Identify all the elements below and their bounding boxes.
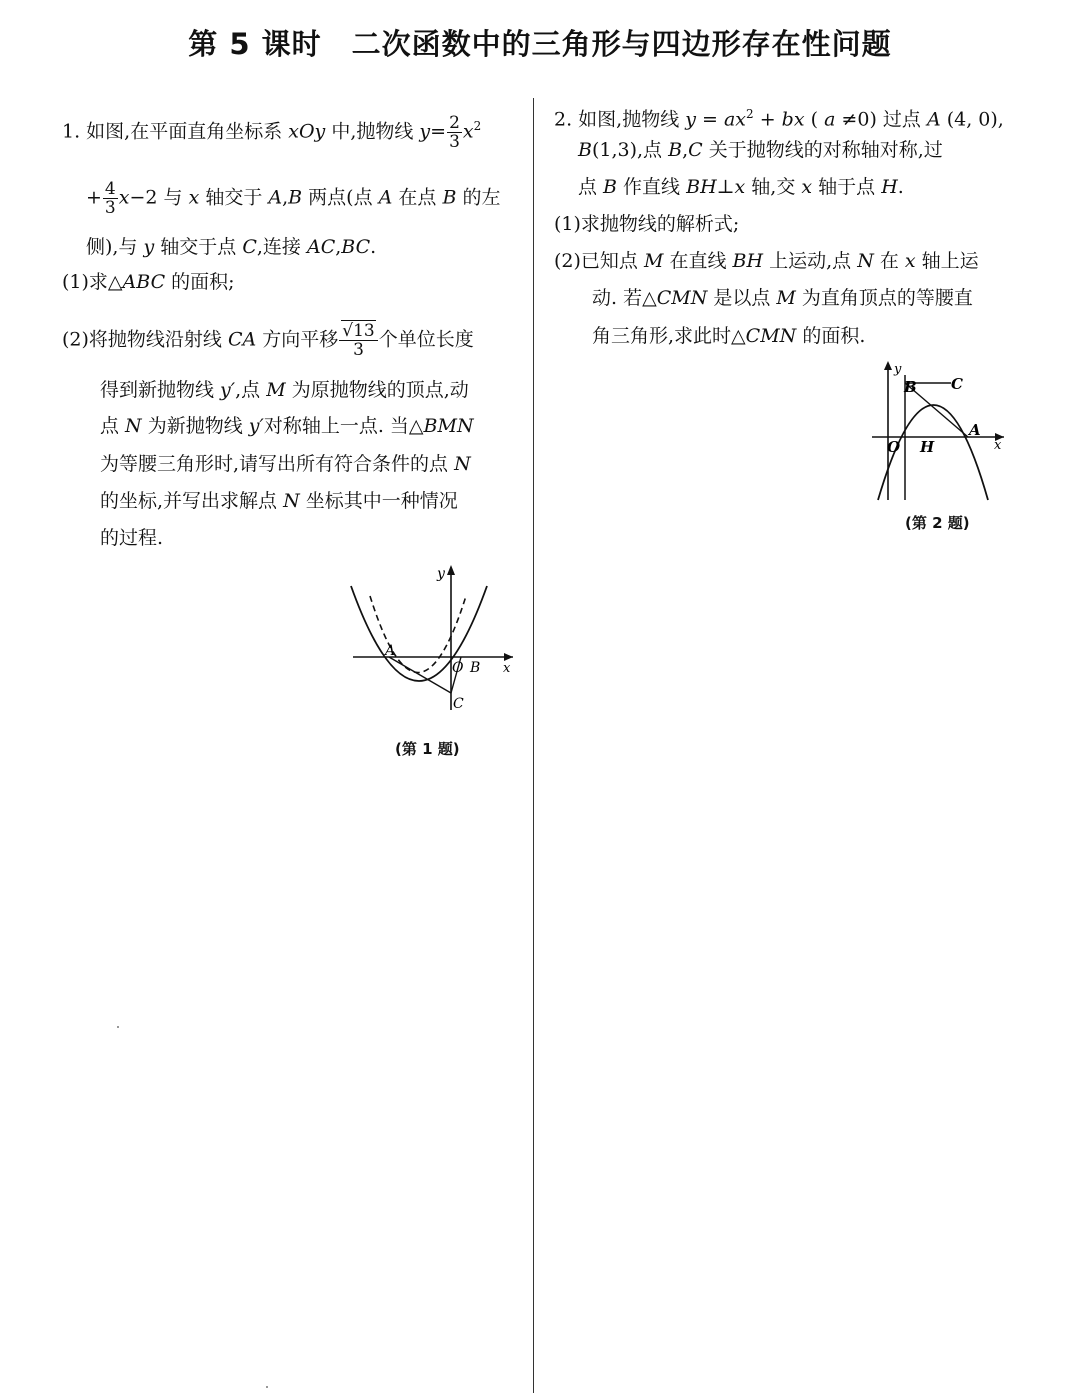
q2-part-1: (1)求抛物线的解析式;: [554, 213, 740, 235]
figure-2-caption: (第 2 题): [905, 514, 970, 532]
q1-part-1: (1)求△ABC 的面积;: [62, 271, 235, 293]
x-axis-label: x: [503, 661, 511, 676]
fraction-two-thirds: $\frac{2}{3}$: [449, 112, 460, 152]
x-axis-arrow: [504, 653, 513, 661]
q1-part-2-line-2: 得到新抛物线 y′,点 M 为原抛物线的顶点,动: [100, 379, 469, 401]
figure-2: [868, 355, 1013, 505]
q1-part-2-line-5: 的坐标,并写出求解点 N 坐标其中一种情况: [100, 490, 458, 512]
scan-speck: [117, 1026, 119, 1028]
point-c-label: C: [453, 696, 464, 712]
q1-line-1: 1. 如图,在平面直角坐标系 xOy 中,抛物线 y= $\frac{2}{3}$ $x^2$: [62, 112, 482, 152]
y-axis-arrow: [447, 565, 455, 575]
figure-1-caption: (第 1 题): [395, 740, 460, 758]
y-axis-label: y: [894, 362, 902, 377]
fraction-four-thirds: $\frac{4}{3}$: [104, 179, 116, 218]
y-axis-arrow: [884, 361, 892, 370]
scan-speck: [266, 1386, 268, 1388]
point-a-label: A: [969, 421, 981, 439]
lesson-number: 第 5 课时: [188, 27, 322, 61]
q2-part-2-line-1: (2)已知点 M 在直线 BH 上运动,点 N 在 x 轴上运: [554, 250, 979, 272]
segment-ac: [389, 657, 451, 693]
q2-line-3: 点 B 作直线 BH⊥x 轴,交 x 轴于点 H.: [578, 176, 904, 198]
x-axis-label: x: [994, 438, 1002, 453]
fraction-sqrt13-over-3: $\frac{√13}{3}$: [339, 322, 377, 359]
q1-part-2-line-4: 为等腰三角形时,请写出所有符合条件的点 N: [100, 453, 471, 475]
origin-label: O: [452, 660, 464, 676]
q2-line-2: B(1,3),点 B,C 关于抛物线的对称轴对称,过: [578, 139, 943, 161]
figure-1: [345, 558, 525, 718]
q1-part-2-line-1: (2)将抛物线沿射线 CA 方向平移 $\frac{√13}{3}$ 个单位长度: [62, 321, 474, 360]
q1-line-3: 侧),与 y 轴交于点 C,连接 AC,BC.: [86, 236, 377, 258]
origin-label: O: [887, 438, 901, 456]
q1-line-2: + $\frac{4}{3}$ x−2 与 x 轴交于 A,B 两点(点 A 在点 B 的左: [86, 179, 501, 218]
page-title: [0, 22, 1080, 63]
q2-part-2-line-2: 动. 若△CMN 是以点 M 为直角顶点的等腰直: [592, 287, 973, 309]
point-h-label: H: [920, 438, 935, 456]
q2-part-2-line-3: 角三角形,求此时△CMN 的面积.: [592, 325, 866, 347]
point-b-label: B: [470, 660, 481, 676]
point-c-label: C: [951, 375, 963, 393]
point-a-label: A: [385, 643, 396, 659]
q1-part-2-line-3: 点 N 为新抛物线 y′对称轴上一点. 当△BMN: [100, 415, 474, 437]
q2-line-1: 2. 如图,抛物线 $y = ax^2$ + bx ( a ≠0) 过点 A (4, 0),: [554, 107, 1004, 131]
y-axis-label: y: [437, 566, 445, 582]
point-b-label: B: [904, 378, 917, 396]
lesson-topic: 二次函数中的三角形与四边形存在性问题: [351, 27, 892, 61]
column-divider: [533, 98, 534, 1393]
q1-part-2-line-6: 的过程.: [100, 527, 164, 549]
